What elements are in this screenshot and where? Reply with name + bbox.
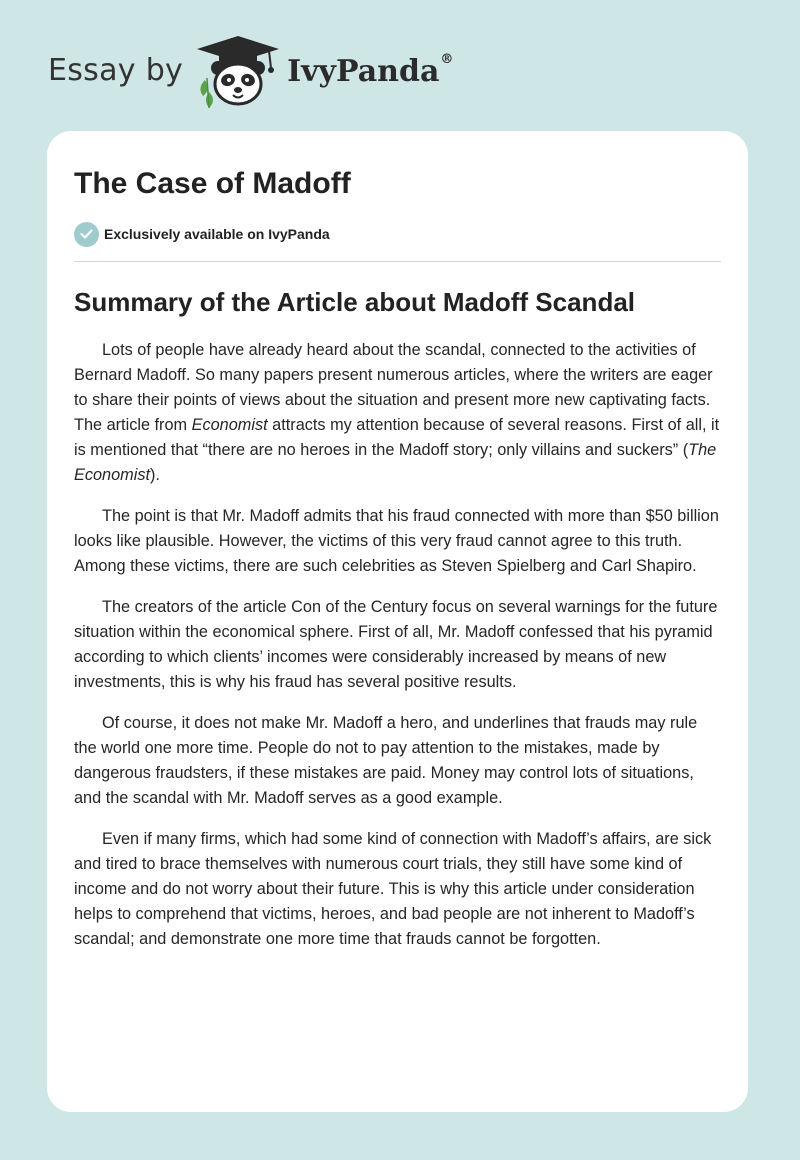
exclusive-badge bbox=[74, 221, 721, 247]
italic-citation: Economist bbox=[191, 416, 268, 434]
brand-prefix: Essay by bbox=[48, 52, 184, 88]
essay-paragraph bbox=[74, 338, 721, 488]
site-header bbox=[48, 34, 453, 110]
essay-paragraph bbox=[74, 595, 721, 695]
paragraph-text: Of course, it does not make Mr. Madoff a hero, and underlines that frauds may rule the world one more time. People do not to pay attention to the mistakes, made by dangerous fraudsters, if these mistakes are paid. Money may control lots of situations, and the scandal with Mr. Madoff serves as a good example. bbox=[74, 714, 698, 807]
check-icon bbox=[74, 222, 99, 247]
paragraph-text: Even if many firms, which had some kind of connection with Madoff’s affairs, are sick and tired to brace themselves with numerous court trials, they still have some kind of income and do not worry about their future. This is why this article under consideration helps to comprehend that victims, heroes, and bad people are not inherent to Madoff’s scandal; and demonstrate one more time that frauds cannot be forgotten. bbox=[74, 830, 712, 948]
exclusive-label: Exclusively available on IvyPanda bbox=[104, 226, 330, 242]
essay-paragraph bbox=[74, 827, 721, 952]
brand-name: IvyPanda® bbox=[287, 51, 454, 89]
italic-citation: The Economist bbox=[74, 441, 717, 484]
essay-body bbox=[74, 338, 721, 952]
paragraph-text: The creators of the article Con of the Century focus on several warnings for the future situation within the economical sphere. First of all, Mr. Madoff confessed that his pyramid according to which clients’ incomes were considerably increased by means of new investments, this is why his fraud has several positive results. bbox=[74, 598, 718, 691]
essay-title: The Case of Madoff bbox=[74, 167, 351, 200]
paragraph-text: The point is that Mr. Madoff admits that his fraud connected with more than $50 billion looks like plausible. However, the victims of this very fraud cannot agree to this truth. Among these victims, there are such celebrities as Steven Spielberg and Carl Shapiro. bbox=[74, 507, 719, 575]
section-heading: Summary of the Article about Madoff Scandal bbox=[74, 287, 636, 317]
panda-logo-icon[interactable] bbox=[195, 34, 281, 110]
registered-mark: ® bbox=[440, 51, 454, 67]
essay-paragraph bbox=[74, 711, 721, 811]
paragraph-text: ). bbox=[150, 466, 160, 484]
paragraph-text: Lots of people have already heard about the scandal, connected to the activities of Bernard Madoff. So many papers present numerous articles, where the writers are eager to share their points of views about the situation and present more new captivating facts. The article from bbox=[74, 341, 713, 434]
paragraph-text: attracts my attention because of several reasons. First of all, it is mentioned that “there are no heroes in the Madoff story; only villains and suckers” ( bbox=[74, 416, 720, 459]
essay-paragraph bbox=[74, 504, 721, 579]
title-divider bbox=[74, 261, 721, 262]
essay-card bbox=[47, 131, 748, 1112]
